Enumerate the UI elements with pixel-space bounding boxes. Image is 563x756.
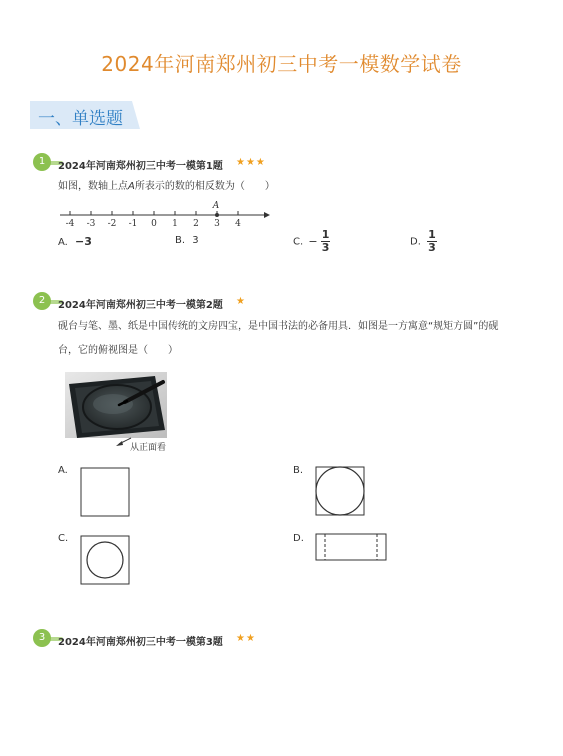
number-line-tick-label: 1 — [172, 219, 178, 229]
number-line-tick-label: -1 — [128, 219, 138, 229]
question-text-line: 砚台与笔、墨、纸是中国传统的文房四宝，是中国书法的必备用具．如图是一方寓意“规矩方圆”的砚 — [58, 321, 499, 332]
number-line-ticks — [66, 211, 242, 229]
option-letter: D. — [293, 533, 304, 544]
point-a-label: A — [212, 201, 220, 211]
section-header — [30, 101, 140, 129]
difficulty-stars: ★ — [236, 296, 246, 307]
fraction — [427, 229, 437, 254]
option-d[interactable] — [410, 229, 437, 254]
question-text-suffix: 所表示的数的相反数为（ ） — [134, 181, 275, 192]
question-source: 2024年河南郑州初三中考一模第2题 — [58, 300, 223, 311]
question-number-badge: 3 — [33, 629, 51, 647]
difficulty-stars: ★★ — [236, 633, 256, 644]
option-c[interactable] — [293, 229, 330, 254]
option-a[interactable] — [58, 465, 68, 476]
fraction-numerator: 1 — [321, 228, 330, 241]
photo-caption: 从正面看 — [130, 443, 167, 453]
fraction-numerator: 1 — [428, 228, 436, 241]
option-value: 3 — [192, 235, 199, 246]
question-text-prefix: 如图，数轴上点 — [58, 181, 128, 192]
option-d-figure[interactable] — [315, 533, 389, 563]
number-line-figure — [58, 197, 273, 231]
option-d[interactable] — [293, 533, 304, 544]
number-line-tick-label: 0 — [151, 219, 157, 229]
option-c-figure[interactable] — [80, 535, 132, 587]
number-line-tick-label: 2 — [193, 219, 199, 229]
option-letter: A. — [58, 465, 68, 476]
caption-arrow-head — [116, 441, 123, 446]
fraction — [321, 229, 331, 254]
option-letter: C. — [58, 533, 69, 544]
number-line-tick-label: -3 — [86, 219, 96, 229]
question-point-variable: A — [128, 181, 135, 192]
option-letter: A. — [58, 237, 68, 248]
option-letter: B. — [293, 465, 304, 476]
page-title: 2024年河南郑州初三中考一模数学试卷 — [101, 52, 462, 76]
option-b-figure[interactable] — [315, 466, 367, 518]
option-letter: D. — [410, 236, 421, 248]
question-text — [58, 175, 275, 199]
option-b[interactable] — [293, 465, 303, 476]
option-letter: B. — [175, 235, 186, 246]
option-value: −3 — [75, 235, 92, 248]
option-a[interactable] — [58, 235, 92, 248]
number-line-tick-label: -2 — [107, 219, 117, 229]
difficulty-stars: ★★★ — [236, 157, 266, 168]
option-b[interactable] — [175, 235, 199, 246]
question-source: 2024年河南郑州初三中考一模第3题 — [58, 637, 223, 648]
option-a-figure[interactable] — [80, 467, 132, 519]
number-line-tick-label: -4 — [65, 219, 75, 229]
fraction-denominator: 3 — [321, 241, 330, 254]
question-text — [58, 315, 528, 363]
option-sign: − — [308, 234, 318, 248]
question-text-line: 台，它的俯视图是（ ） — [58, 345, 178, 356]
option-c[interactable] — [58, 533, 68, 544]
section-title: 一、单选题 — [38, 109, 123, 129]
option-letter: C. — [293, 236, 304, 248]
fraction-denominator: 3 — [428, 241, 436, 254]
question-source: 2024年河南郑州初三中考一模第1题 — [58, 161, 223, 172]
question-number-badge: 1 — [33, 153, 51, 171]
number-line-arrow — [264, 212, 270, 218]
question-number-badge: 2 — [33, 292, 51, 310]
number-line-tick-label: 3 — [214, 219, 220, 229]
number-line-tick-label: 4 — [235, 219, 241, 229]
point-a-dot — [215, 213, 219, 217]
